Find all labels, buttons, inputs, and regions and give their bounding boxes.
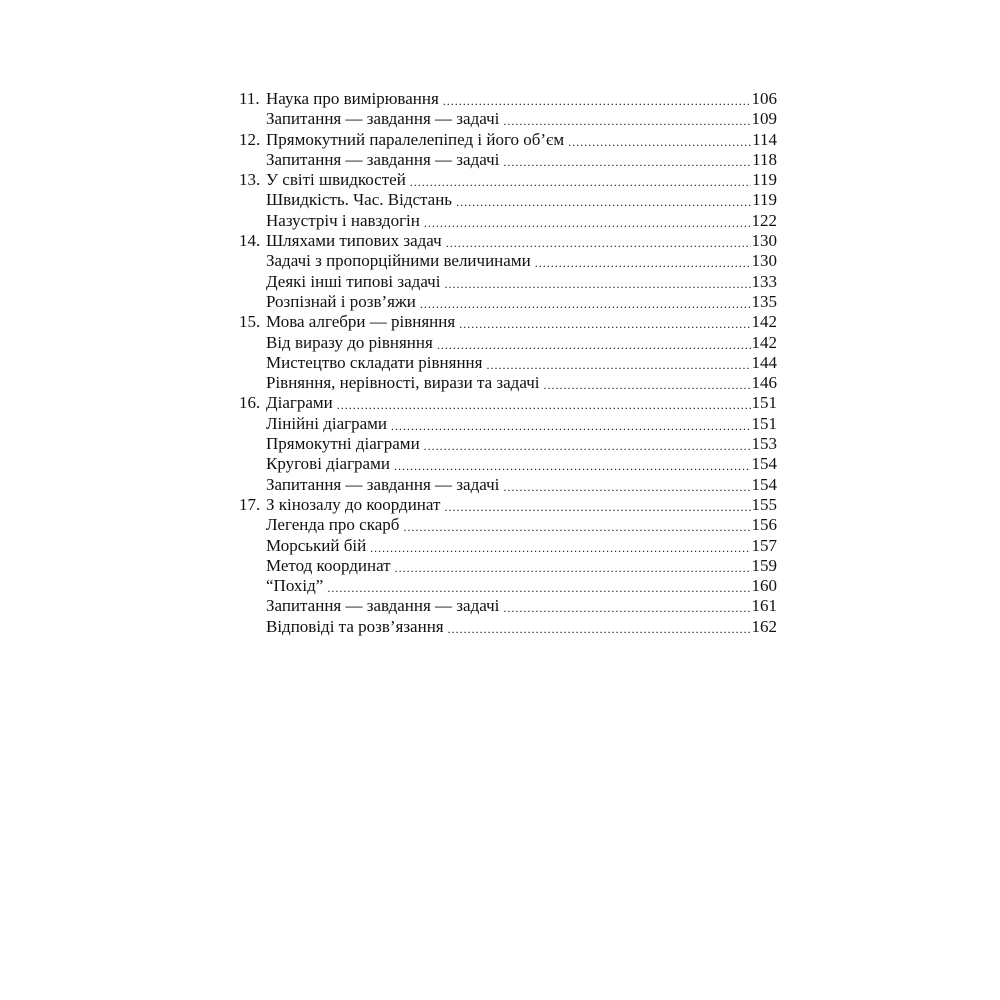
- toc-entry: [239, 454, 777, 474]
- toc-entry: [239, 130, 777, 150]
- toc-entry-page: 130: [751, 231, 777, 251]
- toc-entry-page: 142: [751, 312, 777, 332]
- toc-entry-title: Діаграми: [266, 393, 333, 413]
- toc-entry-title: Легенда про скарб: [266, 515, 400, 535]
- toc-entry: [239, 170, 777, 190]
- toc-entry-title: Швидкість. Час. Відстань: [266, 190, 453, 210]
- toc-entry-title: Лінійні діаграми: [266, 413, 388, 433]
- dot-leader: [370, 537, 750, 557]
- dot-leader: [444, 273, 750, 293]
- toc-entry-title: Метод координат: [266, 555, 391, 575]
- toc-entry: [239, 272, 777, 292]
- dot-leader: [443, 90, 751, 110]
- dot-leader: [394, 455, 751, 475]
- toc-entry: [239, 150, 777, 170]
- dot-leader: [391, 415, 750, 435]
- toc-entry-title: Деякі інші типові задачі: [266, 271, 441, 291]
- toc-entry-title: Розпізнай і розв’яжи: [266, 291, 416, 311]
- toc-entry-page: 133: [751, 271, 777, 291]
- toc-entry: [239, 495, 777, 515]
- toc-entry-number: 12.: [239, 129, 261, 149]
- dot-leader: [535, 252, 751, 272]
- toc-entry: [239, 536, 777, 556]
- toc-entry-page: 161: [751, 596, 777, 616]
- toc-entry-page: 146: [751, 373, 777, 393]
- toc-entry-number: 17.: [239, 494, 261, 514]
- table-of-contents: [239, 89, 777, 637]
- toc-entry: [239, 596, 777, 616]
- toc-entry-page: 118: [752, 149, 777, 169]
- dot-leader: [424, 212, 751, 232]
- dot-leader: [543, 374, 750, 394]
- toc-entry-page: 154: [751, 454, 777, 474]
- dot-leader: [444, 496, 750, 516]
- toc-entry-title: З кінозалу до координат: [266, 494, 441, 514]
- toc-entry-title: Запитання — завдання — задачі: [266, 109, 500, 129]
- toc-entry-title: “Похід”: [266, 576, 324, 596]
- dot-leader: [503, 476, 750, 496]
- toc-entry-page: 155: [751, 494, 777, 514]
- dot-leader: [424, 435, 751, 455]
- toc-entry-title: Кругові діаграми: [266, 454, 390, 474]
- toc-entry: [239, 109, 777, 129]
- toc-entry-title: Задачі з пропорційними величинами: [266, 251, 531, 271]
- toc-entry-title: Прямокутні діаграми: [266, 434, 420, 454]
- toc-entry-page: 144: [751, 352, 777, 372]
- dot-leader: [503, 597, 750, 617]
- dot-leader: [395, 557, 751, 577]
- toc-entry-title: Наука про вимірювання: [266, 89, 439, 108]
- dot-leader: [503, 151, 751, 171]
- toc-entry-title: Прямокутний паралелепіпед і його об’єм: [266, 129, 565, 149]
- toc-entry-number: 16.: [239, 393, 261, 413]
- toc-entry: [239, 393, 777, 413]
- toc-entry-title: Запитання — завдання — задачі: [266, 596, 500, 616]
- dot-leader: [448, 618, 751, 638]
- toc-entry-number: 14.: [239, 231, 261, 251]
- toc-entry: [239, 89, 777, 109]
- toc-entry-title: Мистецтво складати рівняння: [266, 352, 483, 372]
- toc-entry-page: 119: [752, 190, 777, 210]
- toc-entry-page: 106: [751, 89, 777, 108]
- toc-entry-title: Запитання — завдання — задачі: [266, 149, 500, 169]
- toc-entry: [239, 292, 777, 312]
- toc-entry: [239, 353, 777, 373]
- toc-entry-page: 122: [751, 210, 777, 230]
- toc-entry-page: 156: [751, 515, 777, 535]
- toc-entry-title: Морський бій: [266, 535, 367, 555]
- dot-leader: [459, 313, 750, 333]
- toc-entry: [239, 576, 777, 596]
- dot-leader: [337, 394, 751, 414]
- toc-entry-title: Запитання — завдання — задачі: [266, 474, 500, 494]
- toc-entry-page: 157: [751, 535, 777, 555]
- toc-entry: [239, 414, 777, 434]
- toc-entry: [239, 312, 777, 332]
- toc-entry: [239, 475, 777, 495]
- toc-entry-number: 11.: [239, 89, 260, 108]
- dot-leader: [437, 334, 751, 354]
- toc-entry-page: 142: [751, 332, 777, 352]
- toc-entry-title: Назустріч і навздогін: [266, 210, 420, 230]
- toc-entry-page: 151: [751, 413, 777, 433]
- dot-leader: [456, 191, 751, 211]
- toc-entry-title: Відповіді та розв’язання: [266, 616, 444, 636]
- toc-entry-page: 153: [751, 434, 777, 454]
- dot-leader: [503, 110, 750, 130]
- toc-entry: [239, 333, 777, 353]
- toc-entry-title: Шляхами типових задач: [266, 231, 442, 251]
- toc-entry: [239, 231, 777, 251]
- toc-entry-number: 15.: [239, 312, 261, 332]
- toc-entry-title: У світі швидкостей: [266, 170, 406, 190]
- dot-leader: [486, 354, 750, 374]
- toc-entry: [239, 434, 777, 454]
- dot-leader: [446, 232, 751, 252]
- toc-entry-page: 162: [751, 616, 777, 636]
- dot-leader: [327, 577, 750, 597]
- toc-entry-page: 130: [751, 251, 777, 271]
- toc-entry-page: 159: [751, 555, 777, 575]
- dot-leader: [420, 293, 751, 313]
- toc-entry: [239, 373, 777, 393]
- toc-entry: [239, 211, 777, 231]
- toc-entry-page: 109: [751, 109, 777, 129]
- toc-entry-number: 13.: [239, 170, 261, 190]
- toc-entry-page: 114: [752, 129, 777, 149]
- toc-entry-title: Рівняння, нерівності, вирази та задачі: [266, 373, 540, 393]
- toc-entry: [239, 617, 777, 637]
- dot-leader: [410, 171, 751, 191]
- toc-entry-page: 151: [751, 393, 777, 413]
- toc-entry-page: 154: [751, 474, 777, 494]
- toc-entry: [239, 556, 777, 576]
- toc-entry-page: 135: [751, 291, 777, 311]
- toc-entry-page: 119: [752, 170, 777, 190]
- toc-entry-title: Мова алгебри — рівняння: [266, 312, 456, 332]
- toc-entry: [239, 515, 777, 535]
- dot-leader: [568, 131, 751, 151]
- toc-entry: [239, 190, 777, 210]
- toc-entry-title: Від виразу до рівняння: [266, 332, 433, 352]
- dot-leader: [403, 516, 750, 536]
- toc-entry: [239, 251, 777, 271]
- toc-entry-page: 160: [751, 576, 777, 596]
